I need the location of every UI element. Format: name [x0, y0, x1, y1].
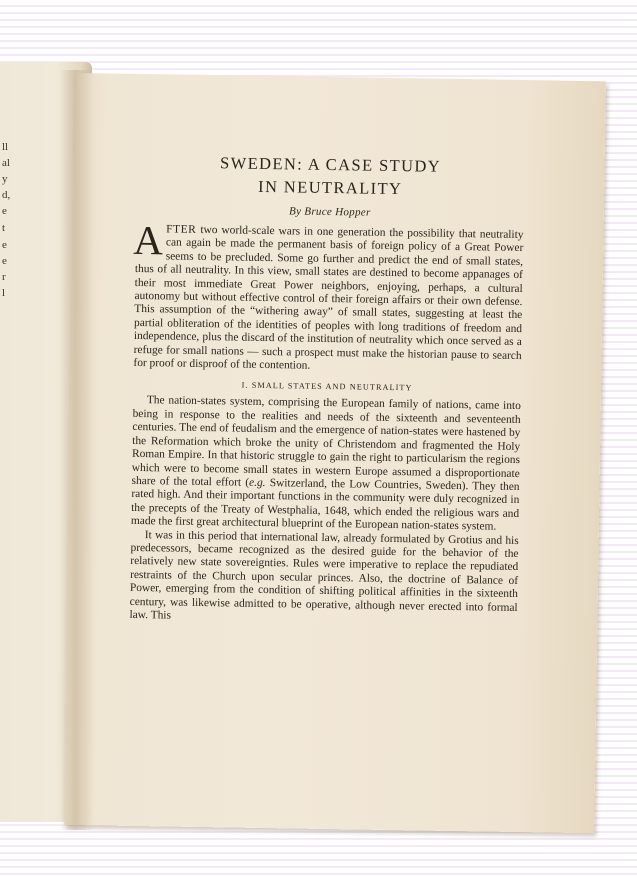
paragraph-1	[133, 216, 524, 377]
title-line-1: SWEDEN: A CASE STUDY	[219, 153, 442, 176]
margin-fragment: y	[2, 173, 8, 185]
margin-fragment: e	[2, 205, 7, 217]
article-title	[136, 150, 525, 202]
paragraph-2-text-b: Switzerland, the Low Countries, Sweden). They then rated high. And their important functions in the community were duly recognized in the precepts of the Treaty of Westphalia, 1648, which ended the religious wars and made the first great architectural blueprint of the European nation-states system.	[130, 476, 520, 533]
paragraph-2-text-a: The nation-states system, comprising the European family of nations, came into being in response to the realities and needs of the sixteenth and seventeenth centuries. The end of feudalism and the emergence of nation-states were hastened by the Reformation which broke the unity of Christendom and fragmented the Holy Roman Empire. In that historic struggle to gain the right to particularism the regions which were to become small states in western Europe assumed a disproportionate share of the total effort (	[131, 394, 521, 489]
paragraph-2	[131, 394, 521, 534]
margin-fragment: al	[2, 157, 10, 169]
title-line-2: IN NEUTRALITY	[257, 176, 403, 199]
margin-fragment: e	[2, 255, 7, 267]
book-gutter	[60, 70, 94, 830]
section-heading: I. SMALL STATES AND NEUTRALITY	[241, 381, 413, 393]
margin-fragment: r	[2, 271, 6, 283]
paragraph-3: It was in this period that international law, already formulated by Grotius and his predecessors, became recognized as the desired guide for the behavior of the relatively new state sovereignties. Rules were imperative to replace the repudiated restraints of the Church upon secular princes. Also, the doctrine of Balance of Power, emerging from the condition of shifting political affinities in the sixteenth century, was likewise admitted to be operative, although never erected into formal law. This	[129, 528, 519, 622]
first-word: FTER	[166, 223, 197, 236]
margin-fragment: l	[2, 287, 6, 299]
article-content	[129, 150, 524, 628]
byline: By Bruce Hopper	[289, 205, 371, 219]
drop-cap: A	[133, 216, 164, 264]
margin-fragment: e	[2, 239, 7, 251]
margin-fragment: t	[2, 222, 6, 234]
margin-fragment: ll	[2, 141, 9, 153]
article-page	[64, 73, 606, 833]
paragraph-2-eg: e.g.	[249, 476, 266, 489]
paragraph-1-text: two world-scale wars in one generation the possibility that neutrality can again be made the permanent basis of foreign policy of a Great Power seems to be precluded. Some go further and predict the end of small states, thus of all neutrality. In this view, small states are destined to become appanages of their most immediate Great Power neighbors, enjoying, perhaps, a cultural autonomy but without effective control of their foreign affairs or their own defense. This assumption of the “withering away” of small states, suggesting at least the partial obliteration of the identities of peoples with long traditions of freedom and independence, plus the discard of the institution of neutrality which once served as a refuge for small nations — such a prospect must make the historian pause to search for proof or disproof of the contention.	[133, 223, 524, 372]
margin-fragment: d,	[2, 189, 11, 201]
